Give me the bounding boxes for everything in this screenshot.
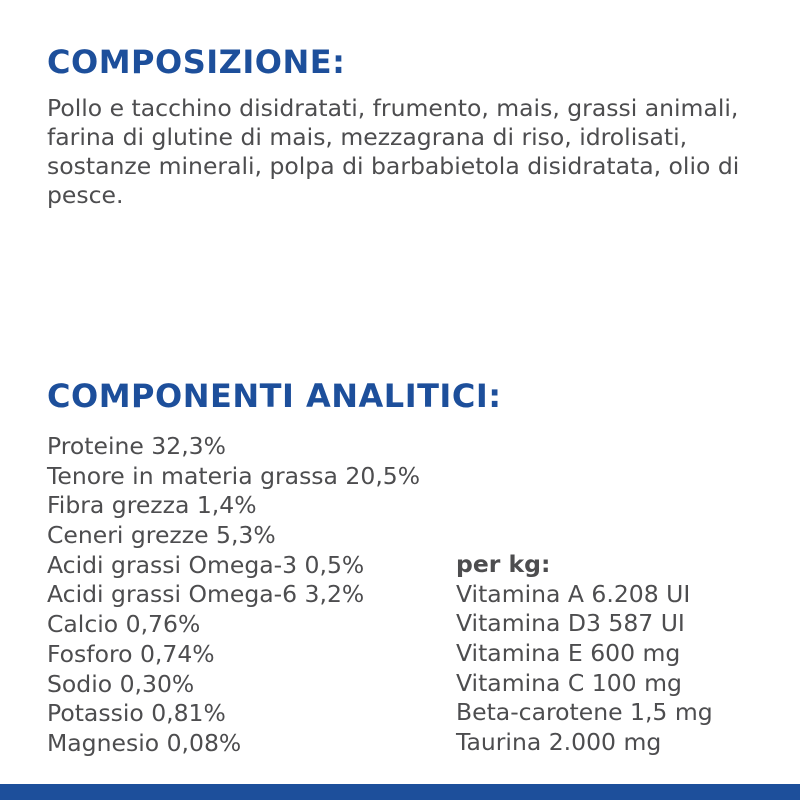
bottom-bar xyxy=(0,784,800,800)
vitamin-item-a: Vitamina A 6.208 UI xyxy=(456,579,691,608)
analytics-item-omega-3: Acidi grassi Omega-3 0,5% xyxy=(47,550,365,579)
composition-heading: COMPOSIZIONE: xyxy=(47,43,346,81)
analytics-list xyxy=(47,432,420,759)
vitamin-item-c: Vitamina C 100 mg xyxy=(456,668,682,697)
analytics-item-ceneri: Ceneri grezze 5,3% xyxy=(47,521,276,550)
analytics-item-fosforo: Fosforo 0,74% xyxy=(47,639,215,668)
analytics-item-calcio: Calcio 0,76% xyxy=(47,610,201,639)
analytics-item-omega-6: Acidi grassi Omega-6 3,2% xyxy=(47,580,365,609)
analytics-item-magnesio: Magnesio 0,08% xyxy=(47,728,242,757)
vitamins-list xyxy=(456,550,713,758)
composition-text: Pollo e tacchino disidratati, frumento, mais, grassi animali, farina di glutine di mais, mezzagrana di riso, idrolisati, sostanze minerali, polpa di barbabietola disidratata, olio di pesce. xyxy=(47,94,740,209)
analytics-item-fibra: Fibra grezza 1,4% xyxy=(47,491,257,520)
analytics-item-potassio: Potassio 0,81% xyxy=(47,699,226,728)
analytics-item-sodio: Sodio 0,30% xyxy=(47,669,195,698)
analytics-item-proteine: Proteine 32,3% xyxy=(47,432,226,460)
vitamin-item-d3: Vitamina D3 587 UI xyxy=(456,609,685,638)
vitamin-item-taurina: Taurina 2.000 mg xyxy=(456,728,662,757)
analytics-heading: COMPONENTI ANALITICI: xyxy=(47,377,502,415)
vitamin-item-beta-carotene: Beta-carotene 1,5 mg xyxy=(456,698,713,727)
vitamin-item-e: Vitamina E 600 mg xyxy=(456,639,681,668)
per-kg-label: per kg: xyxy=(456,550,551,578)
analytics-item-grassi: Tenore in materia grassa 20,5% xyxy=(47,461,421,490)
